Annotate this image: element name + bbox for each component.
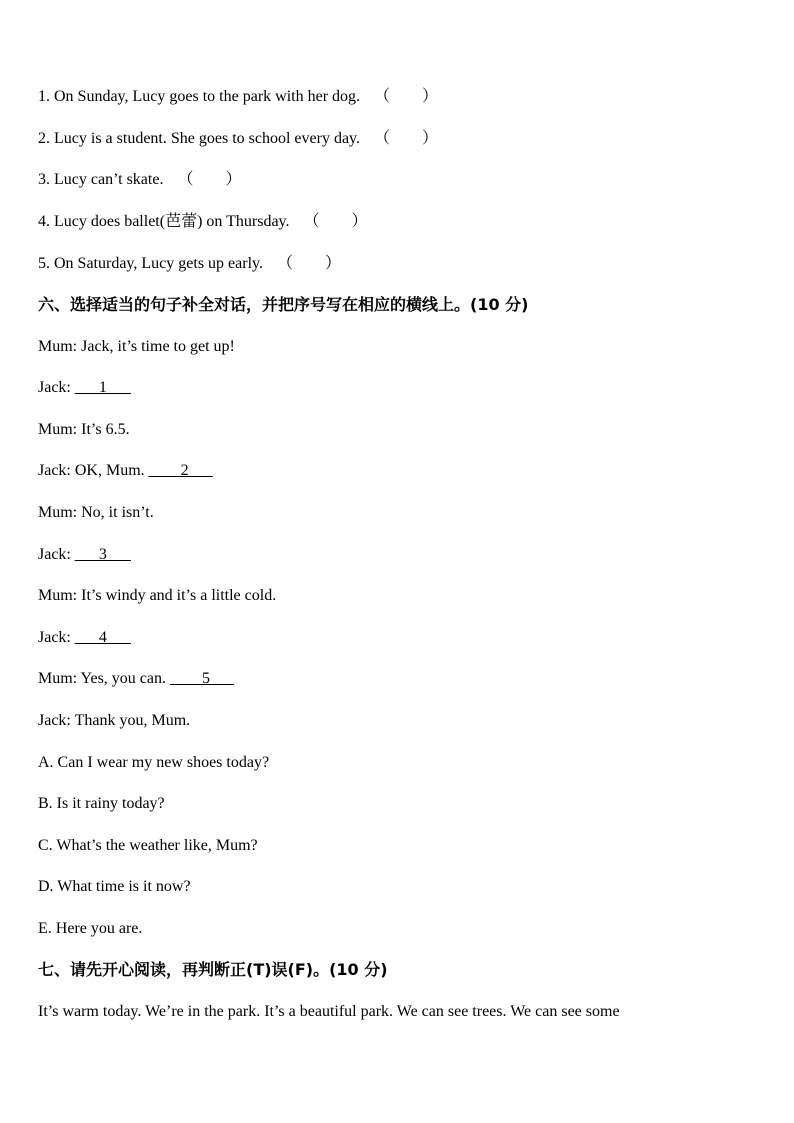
dialogue-text: Jack:: [38, 546, 75, 563]
item-text: 3. Lucy can’t skate.: [38, 171, 164, 188]
answer-paren[interactable]: [374, 129, 438, 149]
answer-paren[interactable]: [177, 170, 241, 190]
item-text: 1. On Sunday, Lucy goes to the park with her dog.: [38, 88, 361, 105]
dialogue-text: Mum: It’s windy and it’s a little cold.: [38, 587, 277, 604]
dialogue-text: Mum: Jack, it’s time to get up!: [38, 338, 235, 355]
answer-blank-4[interactable]: ___4___: [74, 629, 131, 646]
judgement-item: [38, 212, 368, 232]
item-text: 5. On Saturday, Lucy gets up early.: [38, 255, 263, 272]
answer-blank-1[interactable]: ___1___: [74, 379, 131, 396]
dialogue-line: [38, 711, 190, 731]
judgement-item: [38, 170, 241, 190]
dialogue-line: [38, 337, 235, 357]
answer-gap: [293, 254, 325, 274]
dialogue-text: Mum: It’s 6.5.: [38, 421, 130, 438]
answer-paren[interactable]: [374, 87, 438, 107]
option-c: C. What’s the weather like, Mum?: [38, 837, 258, 854]
paren-open: （: [177, 171, 194, 188]
paren-open: （: [276, 255, 293, 272]
dialogue-line: [38, 420, 130, 440]
dialogue-line: [38, 461, 213, 481]
answer-gap: [390, 129, 422, 149]
dialogue-line: [38, 545, 131, 565]
answer-blank-2[interactable]: ____2___: [148, 462, 213, 479]
dialogue-line: [38, 669, 234, 689]
paren-open: （: [374, 130, 391, 147]
judgement-item: [38, 87, 438, 107]
option-a: A. Can I wear my new shoes today?: [38, 754, 270, 771]
dialogue-line: [38, 503, 154, 523]
answer-gap: [193, 170, 225, 190]
answer-gap: [390, 87, 422, 107]
dialogue-text: Jack:: [38, 629, 75, 646]
dialogue-text: Jack:: [38, 379, 75, 396]
paren-close: ）: [422, 88, 439, 105]
option-d: D. What time is it now?: [38, 878, 191, 895]
answer-paren[interactable]: [277, 254, 341, 274]
section-seven-heading: 七、请先开心阅读，再判断正(T)误(F)。(10 分): [38, 960, 388, 979]
paren-open: （: [303, 213, 320, 230]
paren-open: （: [374, 88, 391, 105]
answer-blank-5[interactable]: ____5___: [170, 670, 235, 687]
paren-close: ）: [325, 255, 342, 272]
answer-paren[interactable]: [304, 212, 368, 232]
judgement-item: [38, 129, 438, 149]
reading-passage: It’s warm today. We’re in the park. It’s a beautiful park. We can see trees. We can see some: [38, 1003, 620, 1020]
paren-close: ）: [225, 171, 242, 188]
item-text: 2. Lucy is a student. She goes to school every day.: [38, 130, 361, 147]
dialogue-text: Mum: No, it isn’t.: [38, 504, 154, 521]
answer-gap: [320, 212, 352, 232]
dialogue-text: Mum: Yes, you can.: [38, 670, 171, 687]
section-six-heading: 六、选择适当的句子补全对话，并把序号写在相应的横线上。(10 分): [38, 295, 529, 314]
paren-close: ）: [422, 130, 439, 147]
dialogue-line: [38, 586, 276, 606]
dialogue-text: Jack: OK, Mum.: [38, 462, 149, 479]
option-e: E. Here you are.: [38, 920, 143, 937]
answer-blank-3[interactable]: ___3___: [74, 546, 131, 563]
paren-close: ）: [351, 213, 368, 230]
dialogue-line: [38, 378, 131, 398]
dialogue-line: [38, 628, 131, 648]
judgement-item: [38, 254, 341, 274]
dialogue-text: Jack: Thank you, Mum.: [38, 712, 191, 729]
option-b: B. Is it rainy today?: [38, 795, 165, 812]
item-text: 4. Lucy does ballet(芭蕾) on Thursday.: [38, 213, 290, 230]
